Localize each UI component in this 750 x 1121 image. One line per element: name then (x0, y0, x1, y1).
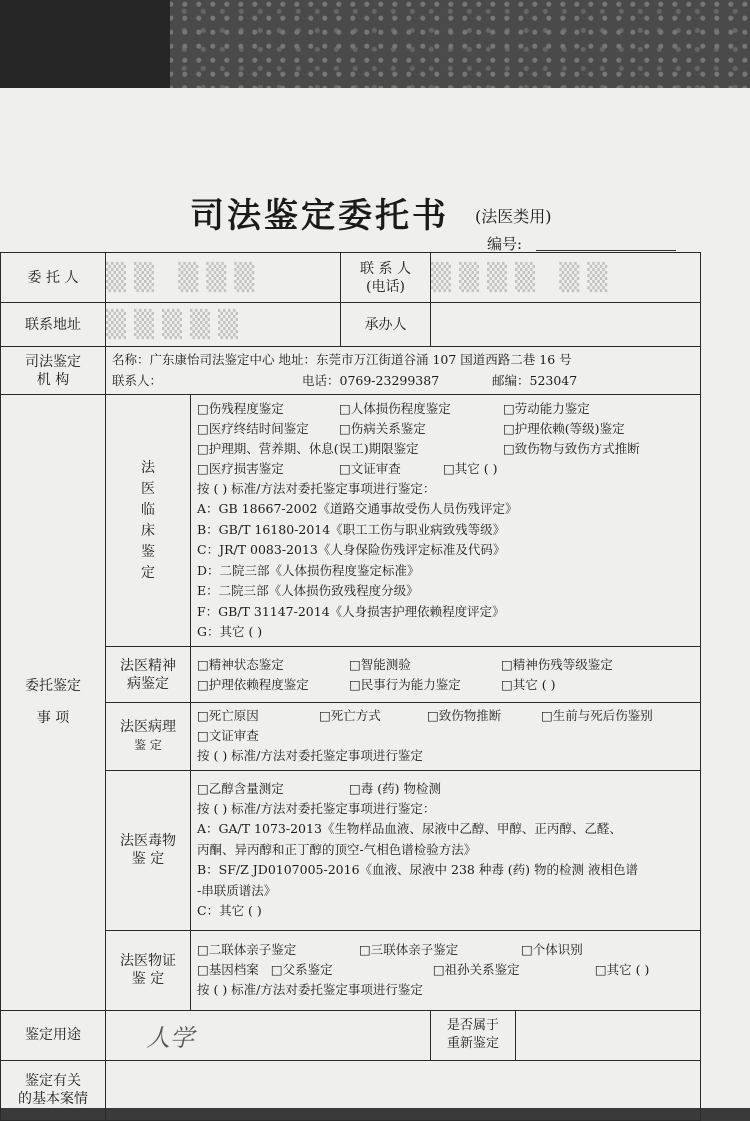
checkbox-medical-damage[interactable]: □医疗损害鉴定 (197, 460, 284, 476)
checkbox-mental-state[interactable]: □精神状态鉴定 (197, 656, 284, 672)
purpose-row (1, 1010, 701, 1060)
checkbox-injury-mechanism[interactable]: □致伤物与致伤方式推断 (503, 440, 640, 456)
clinical-label (106, 395, 191, 647)
checkbox-drug-detection[interactable]: □毒 (药) 物检测 (349, 780, 442, 796)
document-subtitle: (法医类用) (475, 207, 552, 226)
clinical-standard-intro: 按 ( ) 标准/方法对委托鉴定事项进行鉴定： (197, 480, 436, 496)
checkbox-mental-disability[interactable]: □精神伤残等级鉴定 (501, 656, 613, 672)
checkbox-evidence-other[interactable]: □其它 ( ) (594, 961, 650, 977)
toxicology-standard-b: B：SF/Z JD0107005-2016《血液、尿液中 238 种毒 (药) 物的检测 液相色谱 (197, 862, 639, 877)
pathology-label-text: 法医病理 (120, 719, 176, 736)
checkbox-trio-paternity[interactable]: □三联体亲子鉴定 (359, 941, 459, 957)
address-field[interactable]: ▒▒▒▒▒ (106, 303, 341, 347)
clinical-standard-c: C：JR/T 0083-2013《人身保险伤残评定标准及代码》 (197, 542, 506, 557)
clinical-standard-e: E：二院三部《人体损伤致残程度分级》 (197, 583, 419, 598)
checkbox-document-review[interactable]: □文证审查 (339, 460, 401, 476)
toxicology-standard-a-cont: 丙酮、异丙醇和正丁醇的顶空-气相色谱检验方法》 (197, 841, 477, 857)
purpose-field[interactable]: 人学 (106, 1010, 431, 1060)
clinical-label-char: 定 (141, 564, 155, 581)
purpose-label: 鉴定用途 (1, 1010, 106, 1060)
toxicology-label-text-2: 鉴 定 (131, 851, 165, 867)
contact-field[interactable]: ▒▒▒▒ ▒▒ (431, 253, 701, 303)
checkbox-ethanol[interactable]: □乙醇含量测定 (197, 780, 284, 796)
toxicology-standard-b-cont: -串联质谱法》 (197, 882, 277, 898)
clinical-label-char: 床 (141, 522, 155, 539)
toxicology-label-text: 法医毒物 (120, 833, 176, 849)
checkbox-nursing-dependency[interactable]: □护理依赖(等级)鉴定 (503, 420, 625, 436)
psych-label-text-2: 病鉴定 (127, 675, 169, 692)
re-appraisal-field[interactable] (516, 1010, 701, 1060)
document-title: 司法鉴定委托书 (190, 196, 449, 236)
client-label: 委 托 人 (1, 253, 106, 303)
contact-label-text: 联 系 人 (360, 260, 411, 277)
clinical-row (1, 395, 701, 647)
evidence-standard: 按 ( ) 标准/方法对委托鉴定事项进行鉴定 (197, 981, 423, 997)
checkbox-antemortem[interactable]: □生前与死后伤鉴别 (541, 708, 653, 723)
checkbox-injury-relation[interactable]: □伤病关系鉴定 (339, 420, 426, 436)
evidence-label (106, 930, 191, 1010)
checkbox-intelligence-test[interactable]: □智能测验 (349, 656, 411, 672)
checkbox-psych-other[interactable]: □其它 ( ) (501, 676, 556, 692)
institution-label-text-2: 机 构 (36, 371, 70, 388)
evidence-label-text: 法医物证 (120, 953, 176, 969)
matters-label-text: 委托鉴定 (25, 678, 81, 695)
psych-options (191, 647, 701, 703)
pathology-label (106, 703, 191, 771)
institution-contact: 联系人： (112, 372, 163, 388)
psych-label (106, 647, 191, 703)
toxicology-standard-a: A：GA/T 1073-2013《生物样品血液、尿液中乙醇、甲醇、正丙醇、乙醛、 (197, 821, 622, 836)
psych-row (1, 647, 701, 703)
re-appraisal-label-text: 是否属于 (446, 1018, 499, 1033)
clinical-options (191, 395, 701, 647)
clinical-label-char: 法 (141, 459, 155, 476)
evidence-row (1, 930, 701, 1010)
institution-postcode: 邮编：523047 (492, 372, 578, 388)
checkbox-labor-capacity[interactable]: □劳动能力鉴定 (503, 400, 590, 416)
pathology-options (191, 703, 701, 771)
institution-phone: 电话：0769-23299387 (302, 372, 440, 388)
clinical-label-char: 临 (141, 501, 155, 518)
psych-label-text: 法医精神 (120, 657, 176, 674)
institution-row (1, 347, 701, 395)
client-row (1, 253, 701, 303)
re-appraisal-label (431, 1010, 516, 1060)
case-row (1, 1060, 701, 1120)
evidence-options (191, 930, 701, 1010)
checkbox-clinical-other[interactable]: □其它 ( ) (443, 460, 498, 476)
serial-number-label: 编号: (487, 235, 523, 253)
checkbox-medical-end-time[interactable]: □医疗终结时间鉴定 (197, 420, 309, 436)
checkbox-injury-degree[interactable]: □人体损伤程度鉴定 (339, 400, 451, 416)
institution-name-address: 名称：广东康怡司法鉴定中心 地址：东莞市万江街道谷涌 107 国道西路二巷 16 号 (112, 352, 572, 367)
checkbox-gene-archive[interactable]: □基因档案 (197, 961, 259, 977)
toxicology-standard-intro: 按 ( ) 标准/方法对委托鉴定事项进行鉴定： (197, 800, 436, 816)
phone-label-text: (电话) (366, 278, 405, 295)
checkbox-psych-nursing[interactable]: □护理依赖程度鉴定 (197, 676, 309, 692)
case-label-text-2: 的基本案情 (18, 1091, 88, 1107)
pathology-label-text-2: 鉴 定 (134, 738, 162, 753)
background-shadow (0, 0, 170, 95)
re-appraisal-label-text-2: 重新鉴定 (446, 1036, 499, 1051)
checkbox-grandparent[interactable]: □祖孙关系鉴定 (432, 961, 520, 977)
case-label-text: 鉴定有关 (25, 1073, 81, 1089)
checkbox-pathology-document-review[interactable]: □文证审查 (197, 728, 259, 743)
checkbox-cause-of-death[interactable]: □死亡原因 (197, 708, 259, 723)
case-label (1, 1060, 106, 1120)
serial-number-field (536, 250, 676, 251)
client-field[interactable]: ▒▒ ▒▒▒ (106, 253, 341, 303)
case-field[interactable] (106, 1060, 701, 1120)
clinical-standard-d: D：二院三部《人体损伤程度鉴定标准》 (197, 562, 420, 578)
clinical-standard-f: F：GB/T 31147-2014《人身损害护理依赖程度评定》 (197, 603, 505, 619)
checkbox-individual-id[interactable]: □个体识别 (521, 941, 583, 957)
toxicology-standard-c: C：其它 ( ) (197, 903, 262, 918)
clinical-standard-g: G：其它 ( ) (197, 624, 263, 639)
evidence-label-text-2: 鉴 定 (131, 971, 165, 987)
checkbox-weapon-inference[interactable]: □致伤物推断 (427, 708, 502, 723)
toxicology-row (1, 770, 701, 930)
institution-label (1, 347, 106, 395)
toxicology-options (191, 770, 701, 930)
handler-label: 承办人 (341, 303, 431, 347)
commission-form (0, 252, 701, 1121)
clinical-label-char: 鉴 (141, 543, 155, 560)
pathology-row (1, 703, 701, 771)
clinical-standard-b: B：GB/T 16180-2014《职工工伤与职业病致残等级》 (197, 521, 506, 537)
checkbox-disability[interactable]: □伤残程度鉴定 (197, 400, 284, 416)
checkbox-paternal-line[interactable]: □父系鉴定 (270, 961, 333, 977)
institution-label-text: 司法鉴定 (25, 353, 81, 370)
institution-info (106, 347, 701, 395)
toxicology-label (106, 770, 191, 930)
checkbox-manner-of-death[interactable]: □死亡方式 (319, 708, 381, 723)
matters-label (1, 395, 106, 1011)
checkbox-civil-capacity[interactable]: □民事行为能力鉴定 (349, 676, 461, 692)
contact-label (341, 253, 431, 303)
matters-label-text-2: 事 项 (36, 710, 70, 727)
address-row (1, 303, 701, 347)
address-label: 联系地址 (1, 303, 106, 347)
clinical-standard-a: A：GB 18667-2002《道路交通事故受伤人员伤残评定》 (197, 501, 518, 516)
pathology-standard: 按 ( ) 标准/方法对委托鉴定事项进行鉴定 (197, 748, 423, 763)
handler-field[interactable] (431, 303, 701, 347)
clinical-label-char: 医 (141, 480, 155, 497)
checkbox-duo-paternity[interactable]: □二联体亲子鉴定 (197, 941, 297, 957)
checkbox-recovery-period[interactable]: □护理期、营养期、休息(误工)期限鉴定 (197, 440, 419, 456)
